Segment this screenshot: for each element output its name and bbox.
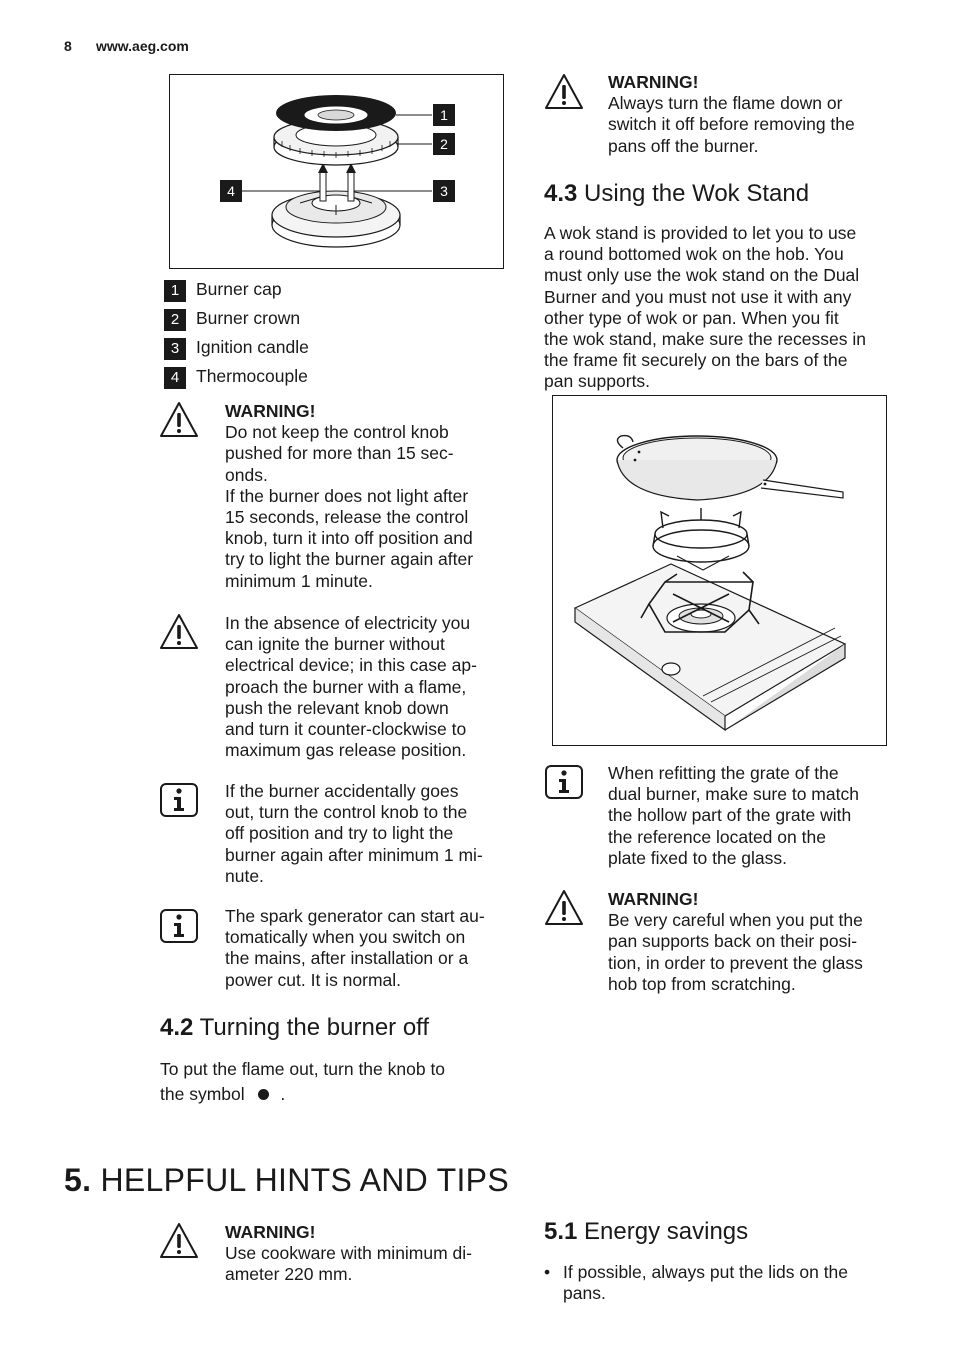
body-line: the wok stand, make sure the recesses in — [544, 329, 866, 350]
info-note — [608, 763, 908, 869]
info-line: out, turn the control knob to the — [225, 802, 468, 823]
list-item — [544, 1262, 904, 1304]
info-line: If the burner accidentally goes — [225, 781, 459, 801]
warning-line: ameter 220 mm. — [225, 1264, 353, 1285]
warning-title: WARNING! — [225, 1222, 316, 1242]
warning-note — [608, 889, 918, 995]
chapter-heading-5 — [64, 1162, 509, 1199]
legend-label: Thermocouple — [196, 366, 308, 386]
info-note — [225, 781, 525, 887]
body-line: Burner and you must not use it with any — [544, 286, 852, 307]
legend-label: Burner cap — [196, 279, 282, 299]
legend-number: 1 — [164, 280, 186, 302]
body-line: To put the flame out, turn the knob to — [160, 1059, 446, 1079]
section-4-3-body — [544, 223, 914, 393]
header-url: www.aeg.com — [96, 38, 189, 54]
body-line: other type of wok or pan. When you fit — [544, 307, 839, 328]
info-icon — [159, 780, 199, 820]
warning-title: WARNING! — [225, 401, 316, 421]
warning-note — [608, 72, 908, 157]
wok-stand-illustration — [553, 396, 886, 745]
warning-note — [225, 1222, 525, 1286]
body-line: A wok stand is provided to let you to use — [544, 223, 857, 243]
body-line: pan supports. — [544, 371, 651, 392]
section-heading-5-1 — [544, 1218, 748, 1246]
body-text: . — [280, 1084, 286, 1104]
warning-icon — [159, 400, 199, 440]
warning-line: and turn it counter-clockwise to — [225, 719, 467, 740]
section-title: Turning the burner off — [199, 1014, 430, 1041]
warning-icon — [544, 72, 584, 112]
list-line: pans. — [563, 1283, 606, 1304]
warning-line: proach the burner with a flame, — [225, 676, 467, 697]
section-title: Using the Wok Stand — [584, 180, 810, 207]
info-icon — [159, 906, 199, 946]
warning-title: WARNING! — [608, 72, 699, 92]
section-4-2-body — [160, 1057, 520, 1107]
warning-line: maximum gas release position. — [225, 740, 467, 761]
callout-2: 2 — [433, 133, 455, 155]
body-line: the frame fit securely on the bars of the — [544, 350, 848, 371]
info-line: the mains, after installation or a — [225, 948, 469, 969]
section-title: Energy savings — [584, 1218, 749, 1245]
warning-line: can ignite the burner without — [225, 634, 445, 655]
warning-line: pans off the burner. — [608, 135, 759, 156]
chapter-title: HELPFUL HINTS AND TIPS — [100, 1162, 509, 1198]
info-line: off position and try to light the — [225, 823, 454, 844]
warning-line: electrical device; in this case ap- — [225, 655, 477, 676]
body-text: the symbol — [160, 1084, 245, 1104]
off-symbol-icon — [258, 1089, 269, 1100]
warning-line: Always turn the flame down or — [608, 93, 843, 114]
callout-1: 1 — [433, 104, 455, 126]
warning-icon — [159, 612, 199, 652]
warning-line: Use cookware with minimum di- — [225, 1243, 473, 1264]
warning-line: tion, in order to prevent the glass — [608, 952, 863, 973]
warning-line: push the relevant knob down — [225, 697, 449, 718]
list-line: If possible, always put the lids on the — [563, 1262, 849, 1282]
warning-icon — [544, 888, 584, 928]
warning-line: onds. — [225, 464, 268, 485]
bullet-icon: • — [544, 1262, 551, 1282]
info-line: power cut. It is normal. — [225, 969, 402, 990]
callout-4: 4 — [220, 180, 242, 202]
info-icon — [544, 762, 584, 802]
warning-line: hob top from scratching. — [608, 973, 796, 994]
warning-line: Be very careful when you put the — [608, 910, 863, 931]
warning-icon — [159, 1221, 199, 1261]
info-line: tomatically when you switch on — [225, 927, 466, 948]
legend-number: 2 — [164, 309, 186, 331]
info-note — [225, 906, 525, 991]
section-number: 5.1 — [544, 1218, 578, 1245]
warning-note — [225, 613, 525, 761]
section-number: 4.3 — [544, 180, 578, 207]
info-line: nute. — [225, 865, 264, 886]
legend-label: Burner crown — [196, 308, 301, 328]
legend-label: Ignition candle — [196, 337, 309, 357]
warning-line: pan supports back on their posi- — [608, 931, 858, 952]
bullet-list — [544, 1262, 904, 1304]
body-line: a round bottomed wok on the hob. You — [544, 244, 844, 265]
warning-note — [225, 401, 525, 592]
burner-assembly-figure — [169, 74, 504, 269]
warning-line: In the absence of electricity you — [225, 613, 471, 633]
info-line: burner again after minimum 1 mi- — [225, 844, 483, 865]
wok-stand-figure — [552, 395, 887, 746]
warning-line: try to light the burner again after — [225, 549, 474, 570]
body-line: must only use the wok stand on the Dual — [544, 265, 860, 286]
warning-line: knob, turn it into off position and — [225, 528, 473, 549]
chapter-number: 5. — [64, 1162, 92, 1198]
page-number: 8 — [64, 38, 72, 54]
body-line-symbol — [160, 1082, 520, 1107]
info-line: dual burner, make sure to match — [608, 784, 859, 805]
section-heading-4-3 — [544, 180, 809, 208]
section-number: 4.2 — [160, 1014, 194, 1041]
info-line: plate fixed to the glass. — [608, 847, 787, 868]
callout-3: 3 — [433, 180, 455, 202]
info-line: the reference located on the — [608, 826, 826, 847]
legend-number: 3 — [164, 338, 186, 360]
warning-line: switch it off before removing the — [608, 114, 855, 135]
warning-title: WARNING! — [608, 889, 699, 909]
warning-line: If the burner does not light after — [225, 485, 469, 506]
info-line: When refitting the grate of the — [608, 763, 839, 783]
info-line: The spark generator can start au- — [225, 906, 485, 926]
section-heading-4-2 — [160, 1014, 429, 1042]
warning-line: minimum 1 minute. — [225, 570, 373, 591]
warning-line: pushed for more than 15 sec- — [225, 443, 454, 464]
warning-line: 15 seconds, release the control — [225, 507, 469, 528]
warning-line: Do not keep the control knob — [225, 422, 449, 443]
info-line: the hollow part of the grate with — [608, 805, 852, 826]
legend-number: 4 — [164, 367, 186, 389]
